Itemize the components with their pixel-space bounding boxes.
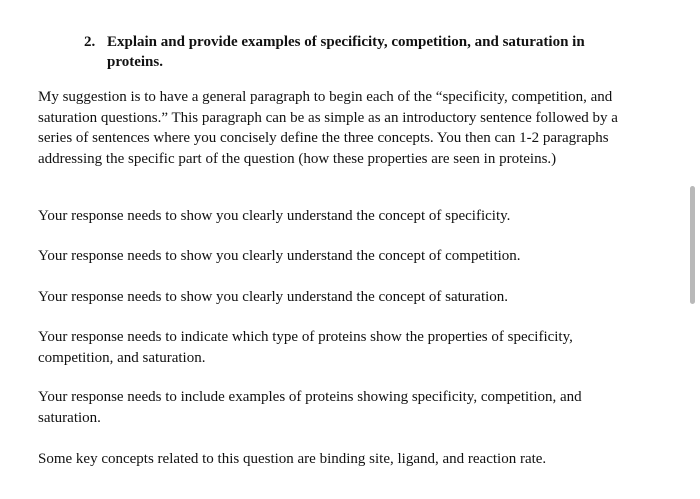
requirement-protein-types: Your response needs to indicate which type of proteins show the properties of specificity, competition, and saturation. xyxy=(38,329,573,366)
requirement-specificity: Your response needs to show you clearly understand the concept of specificity. xyxy=(38,208,511,224)
requirement-saturation: Your response needs to show you clearly understand the concept of saturation. xyxy=(38,289,509,305)
instruction-paragraph: My suggestion is to have a general paragraph to begin each of the “specificity, competition, and saturation questions.” This paragraph can be as simple as an introductory sentence followed by a series of sentences where you concisely define the three concepts. You then can 1-2 paragraphs addressing the specific part of the question (how these properties are seen in proteins.) xyxy=(38,89,618,167)
question-text: Explain and provide examples of specificity, competition, and saturation in proteins. xyxy=(107,34,585,70)
question-heading xyxy=(84,32,644,72)
key-concepts: Some key concepts related to this question are binding site, ligand, and reaction rate. xyxy=(38,451,547,467)
requirement-examples: Your response needs to include examples of proteins showing specificity, competition, and saturation. xyxy=(38,389,582,426)
requirement-competition: Your response needs to show you clearly understand the concept of competition. xyxy=(38,248,521,264)
vertical-scrollbar[interactable] xyxy=(690,186,695,304)
question-number: 2. xyxy=(84,34,96,50)
